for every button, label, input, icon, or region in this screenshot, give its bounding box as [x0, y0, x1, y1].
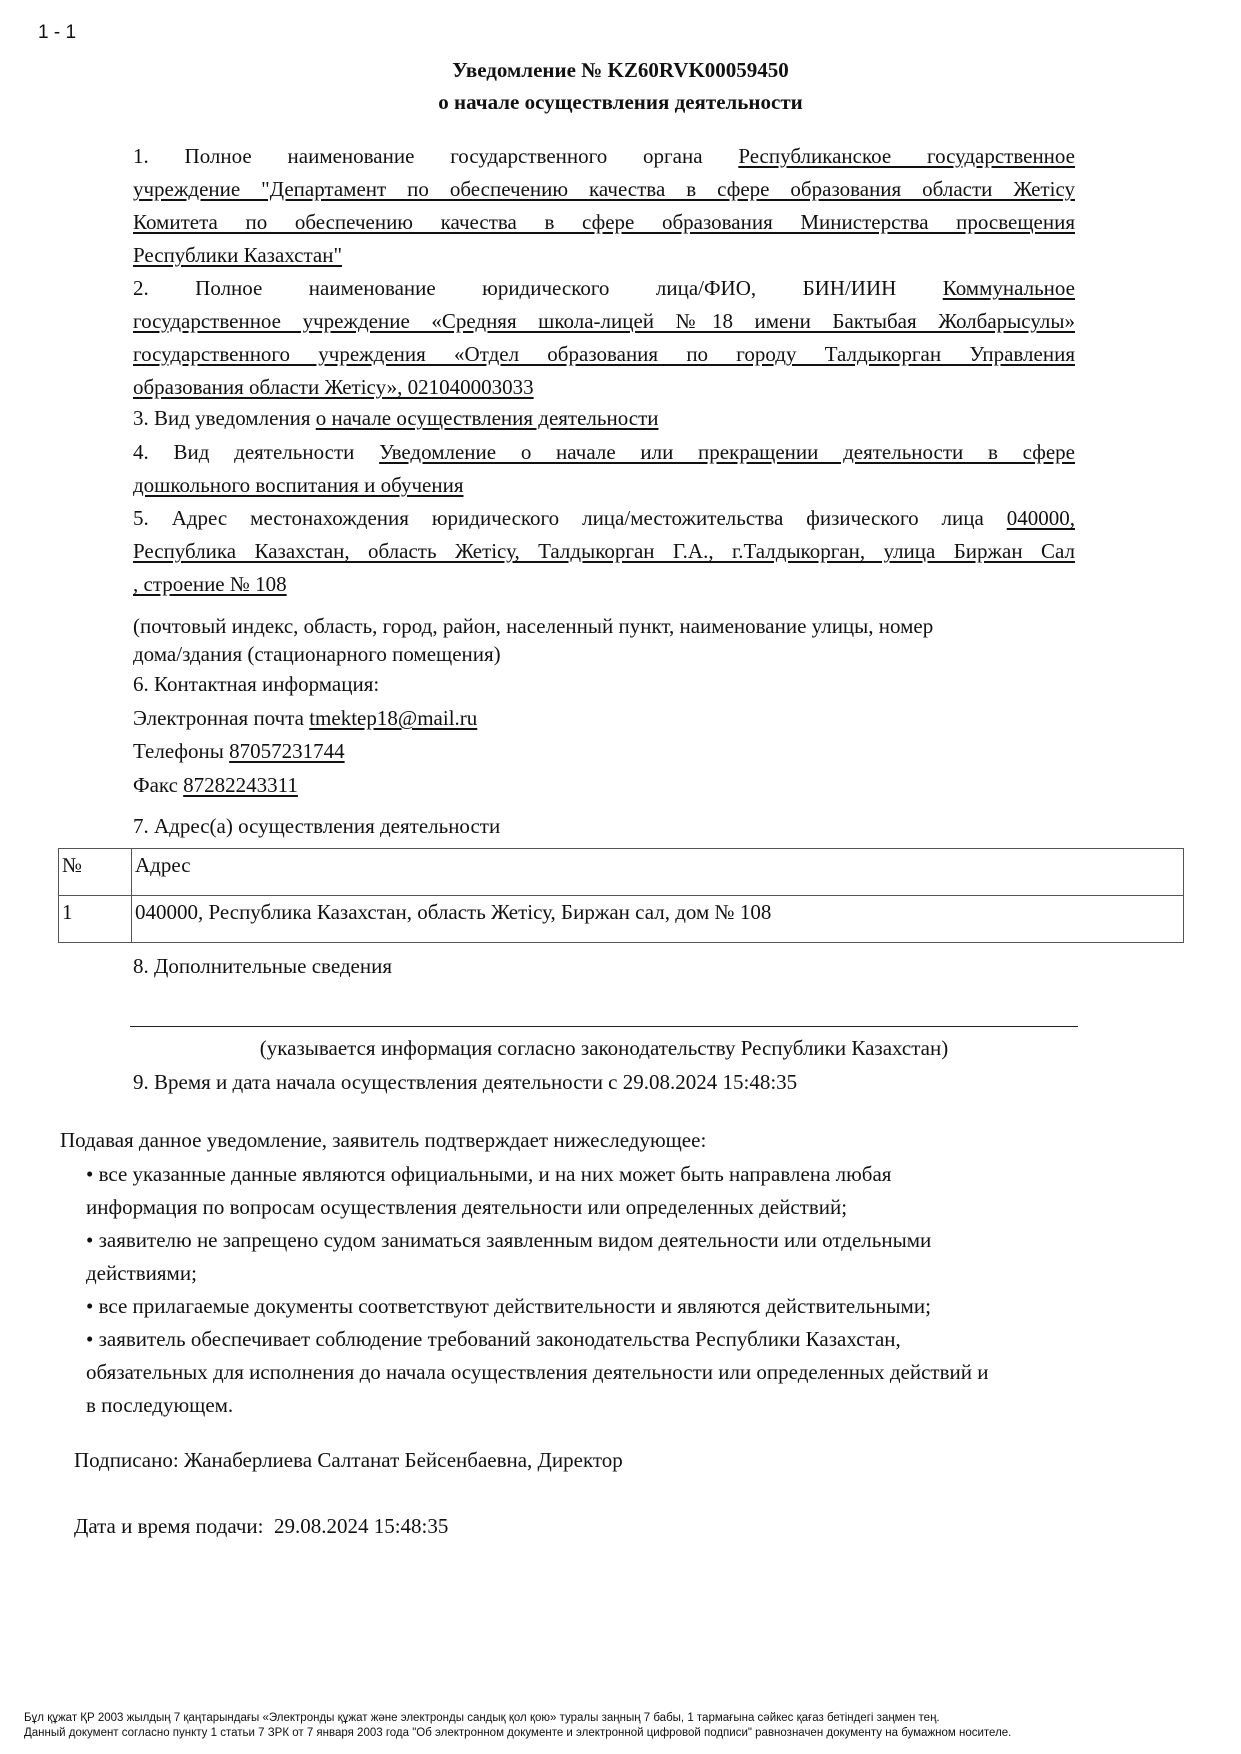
item-4-value: Уведомление о начале или прекращении деятельности в сфере: [379, 440, 1075, 464]
item-3-label: 3. Вид уведомления: [133, 406, 311, 430]
item-6-fax-row: [133, 773, 298, 798]
table-header-number: №: [59, 849, 132, 896]
item-8-label: 8. Дополнительные сведения: [133, 954, 393, 978]
item-2-label: 2. Полное наименование юридического лица/ФИО, БИН/ИИН: [133, 276, 897, 300]
item-2-line-1: [133, 272, 1075, 305]
item-2-value-line-2: государственное учреждение «Средняя школа-лицей №18 имени Бактыбая Жолбарысулы»: [133, 309, 1075, 333]
item-5-label: 5. Адрес местонахождения юридического лица/местожительства физического лица: [133, 506, 984, 530]
submission-date-value: 29.08.2024 15:48:35: [273, 1514, 449, 1538]
fax-label: Факс: [133, 773, 178, 797]
bullet-4-line-2: обязательных для исполнения до начала осуществления деятельности или определенных действий и: [86, 1360, 989, 1384]
item-1-value-line-2: учреждение "Департамент по обеспечению качества в сфере образования области Жетісу: [133, 177, 1075, 201]
confirmation-list: [86, 1158, 1136, 1422]
item-6-label: 6. Контактная информация:: [133, 672, 380, 696]
item-6-email-row: [133, 706, 477, 731]
item-1-value-line-3: Комитета по обеспечению качества в сфере образования Министерства просвещения: [133, 210, 1075, 234]
item-1-value: Республиканское государственное: [738, 144, 1075, 168]
item-4-block: [133, 436, 1075, 502]
item-5-block: [133, 502, 1075, 601]
submission-date-label: Дата и время подачи:: [74, 1514, 264, 1538]
item-2-block: [133, 272, 1075, 404]
item-5-value-line-3: , строение № 108: [133, 572, 287, 596]
bullet-4-line-3: в последующем.: [86, 1393, 234, 1417]
confirmation-intro: Подавая данное уведомление, заявитель подтверждает нижеследующее:: [60, 1128, 707, 1152]
email-label: Электронная почта: [133, 706, 304, 730]
page-number: 1 - 1: [38, 22, 77, 43]
item-1-value-line-4: Республики Казахстан": [133, 243, 343, 267]
table-row: [59, 896, 1184, 943]
item-3: [133, 406, 659, 431]
bullet-4-line-1: • заявитель обеспечивает соблюдение требований законодательства Республики Казахстан,: [86, 1327, 901, 1351]
item-4-value-line-2: дошкольного воспитания и обучения: [133, 473, 464, 497]
email-link[interactable]: tmektep18@mail.ru: [309, 706, 478, 730]
item-5-note-line-2: дома/здания (стационарного помещения): [133, 642, 501, 666]
item-1-label: 1. Полное наименование государственного органа: [133, 144, 703, 168]
footer-legal-kz: Бұл құжат ҚР 2003 жылдың 7 қаңтарындағы «Электронды құжат және электронды сандық қол қою» туралы заңның 7 бабы, 1 тармағына сәйкес қағаз бетіндегі заңмен тең.: [24, 1712, 940, 1724]
footer-legal-ru: Данный документ согласно пункту 1 статьи 7 ЗРК от 7 января 2003 года "Об электронном документе и электронной цифровой подписи" равнозначен документу на бумажном носителе.: [24, 1727, 1012, 1739]
bullet-2-line-1: • заявителю не запрещено судом заниматься заявленным видом деятельности или отдельными: [86, 1228, 932, 1252]
bullet-1-line-1: • все указанные данные являются официальными, и на них может быть направлена любая: [86, 1162, 892, 1186]
address-table: [58, 848, 1184, 943]
table-cell-number: 1: [59, 896, 132, 943]
item-2-value-line-4: образования области Жетісу», 021040003033: [133, 375, 534, 399]
bullet-1-line-2: информация по вопросам осуществления деятельности или определенных действий;: [86, 1195, 848, 1219]
fax-value: 87282243311: [183, 773, 298, 797]
table-header-address: Адрес: [132, 849, 1184, 896]
bullet-3-line-1: • все прилагаемые документы соответствуют действительности и являются действительными;: [86, 1294, 931, 1318]
item-1-line-1: [133, 140, 1075, 173]
item-4-label: 4. Вид деятельности: [133, 440, 355, 464]
item-5-note-line-1: (почтовый индекс, область, город, район, населенный пункт, наименование улицы, номер: [133, 614, 934, 638]
item-8-blank-line: [130, 1026, 1078, 1027]
phone-value: 87057231744: [229, 739, 345, 763]
item-1-block: [133, 140, 1075, 272]
phone-label: Телефоны: [133, 739, 224, 763]
item-5-line-1: [133, 502, 1075, 535]
table-cell-address: 040000, Республика Казахстан, область Жетісу, Биржан сал, дом № 108: [132, 896, 1184, 943]
item-3-value: о начале осуществления деятельности: [315, 406, 659, 430]
item-8-note: (указывается информация согласно законодательству Республики Казахстан): [259, 1036, 949, 1060]
table-header-row: [59, 849, 1184, 896]
item-9: 9. Время и дата начала осуществления деятельности с 29.08.2024 15:48:35: [133, 1070, 798, 1094]
item-2-value: Коммунальное: [942, 276, 1075, 300]
submission-date-row: [74, 1514, 448, 1539]
item-2-value-line-3: государственного учреждения «Отдел образования по городу Талдыкорган Управления: [133, 342, 1075, 366]
bullet-2-line-2: действиями;: [86, 1261, 197, 1285]
signed-by: Подписано: Жанаберлиева Салтанат Бейсенбаевна, Директор: [74, 1448, 623, 1472]
item-5-value: 040000,: [1006, 506, 1075, 530]
item-4-line-1: [133, 436, 1075, 469]
item-6-phone-row: [133, 739, 345, 764]
item-7-label: 7. Адрес(а) осуществления деятельности: [133, 814, 501, 838]
item-5-value-line-2: Республика Казахстан, область Жетісу, Талдыкорган Г.А., г.Талдыкорган, улица Биржан Сал: [133, 539, 1075, 563]
document-subtitle: о начале осуществления деятельности: [438, 90, 803, 114]
document-title: Уведомление № KZ60RVK00059450: [452, 58, 789, 82]
